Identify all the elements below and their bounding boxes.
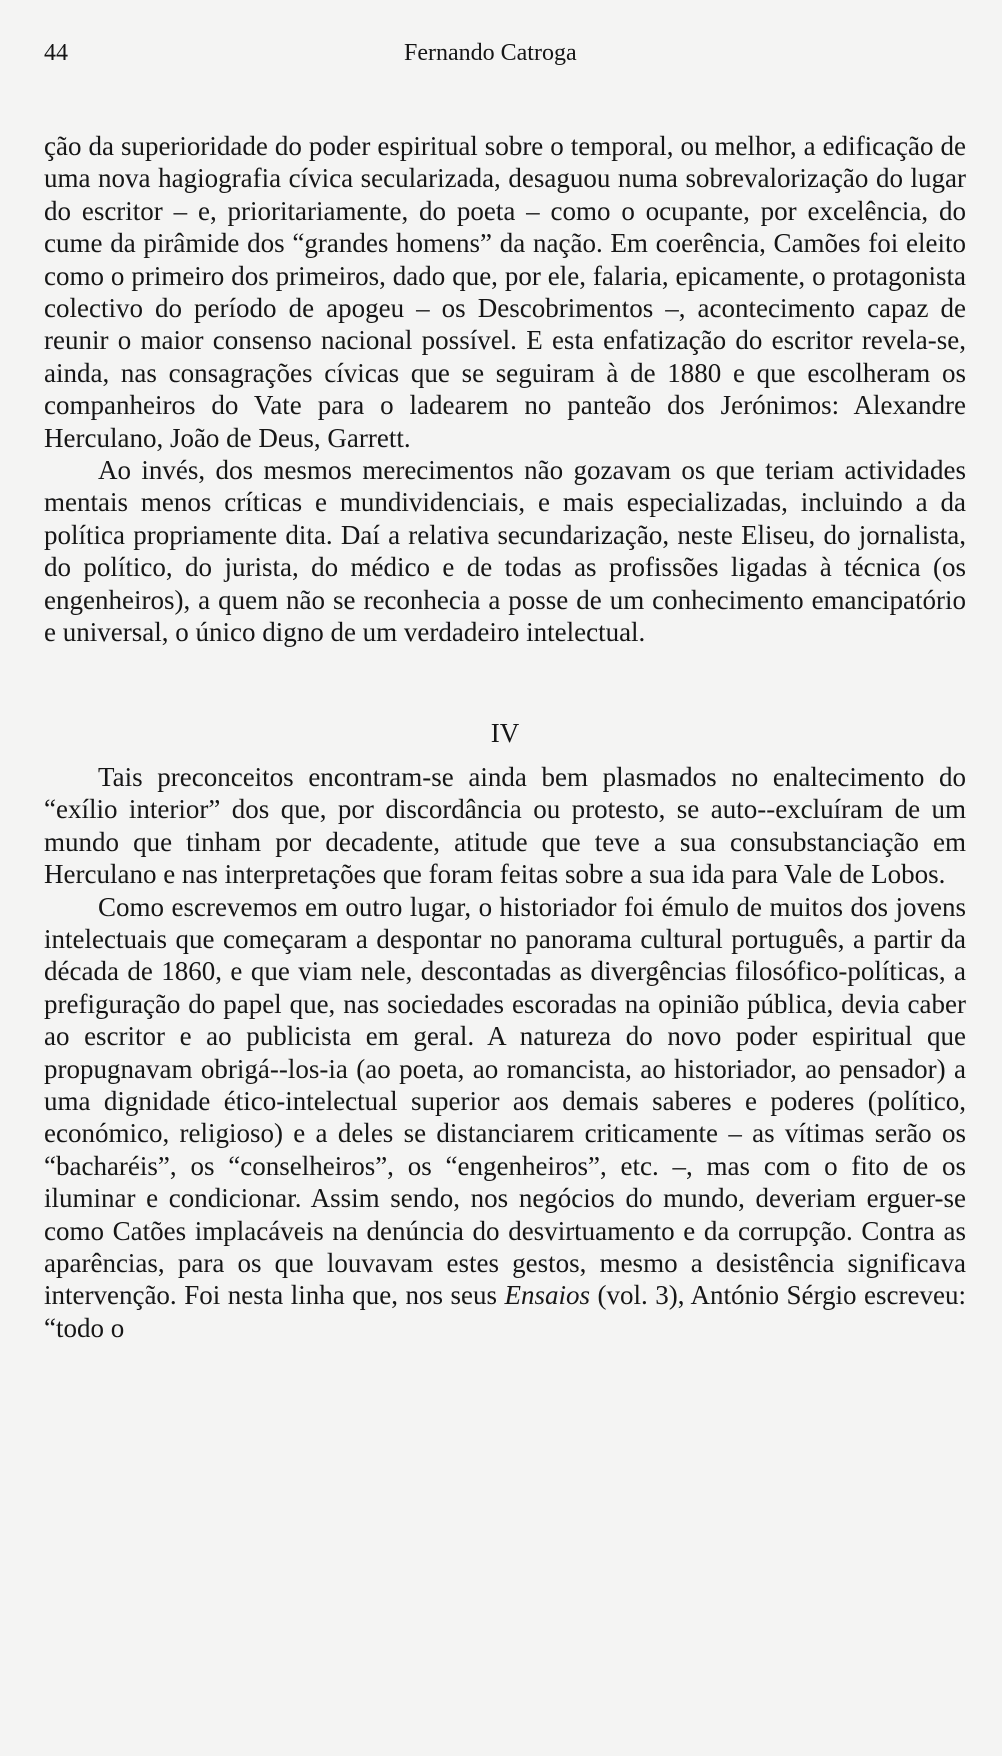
paragraph-2: Ao invés, dos mesmos merecimentos não gozavam os que teriam actividades mentais menos críticas e mundividenciais, e mais especializadas, incluindo a da política propriamente dita. Daí a relativa secundarização, neste Eliseu, do jornalista, do político, do jurista, do médico e de todas as profissões ligadas à técnica (os engenheiros), a quem não se reconhecia a posse de um conhecimento emancipatório e universal, o único digno de um verdadeiro intelectual. xyxy=(44,455,966,648)
paragraph-4-text-before: Como escrevemos em outro lugar, o historiador foi émulo de muitos dos jovens intelectuais que começaram a despontar no panorama cultural português, a partir da década de 1860, e que viam nele, descontadas as divergências filosófico-políticas, a prefiguração do papel que, nas sociedades escoradas na opinião pública, devia caber ao escritor e ao publicista em geral. A natureza do novo poder espiritual que propugnavam obrigá--los-ia (ao poeta, ao romancista, ao historiador, ao pensador) a uma dignidade ético-intelectual superior aos demais saberes e poderes (político, económico, religioso) e a deles se distanciarem criticamente – as vítimas serão os “bacharéis”, os “conselheiros”, os “engenheiros”, etc. –, mas com o fito de os iluminar e condicionar. Assim sendo, nos negócios do mundo, deveriam erguer-se como Catões implacáveis na denúncia do desvirtuamento e da corrupção. Contra as aparências, para os que louvavam estes gestos, mesmo a desistência significava intervenção. Foi nesta linha que, nos seus xyxy=(44,891,966,1311)
paragraph-4 xyxy=(44,891,966,1345)
paragraph-4-text-after: (vol. 3), António Sérgio escreveu: “todo o xyxy=(44,1280,966,1343)
running-head xyxy=(44,38,958,68)
paragraph-1: ção da superioridade do poder espiritual sobre o temporal, ou melhor, a edificação de uma nova hagiografia cívica secularizada, desaguou numa sobrevalorização do lugar do escritor – e, prioritariamente, do poeta – como o ocupante, por excelência, do cume da pirâmide dos “grandes homens” da nação. Em coerência, Camões foi eleito como o primeiro dos primeiros, dado que, por ele, falaria, epicamente, o protagonista colectivo do período de apogeu – os Descobrimentos –, acontecimento capaz de reunir o maior consenso nacional possível. E esta enfatização do escritor revela-se, ainda, nas consagrações cívicas que se seguiram à de 1880 e que escolheram os companheiros do Vate para o ladearem no panteão dos Jerónimos: Alexandre Herculano, João de Deus, Garrett. xyxy=(44,131,966,453)
section-heading: IV xyxy=(490,717,520,748)
book-title-ensaios: Ensaios xyxy=(504,1280,590,1311)
paragraph-3: Tais preconceitos encontram-se ainda bem plasmados no enaltecimento do “exílio interior” dos que, por discordância ou protesto, se auto--excluíram de um mundo que tinham por decadente, atitude que teve a sua consubstanciação em Herculano e nas interpretações que foram feitas sobre a sua ida para Vale de Lobos. xyxy=(44,761,966,890)
page-number: 44 xyxy=(44,40,68,66)
running-title: Fernando Catroga xyxy=(404,40,577,66)
body-text xyxy=(44,130,966,1344)
